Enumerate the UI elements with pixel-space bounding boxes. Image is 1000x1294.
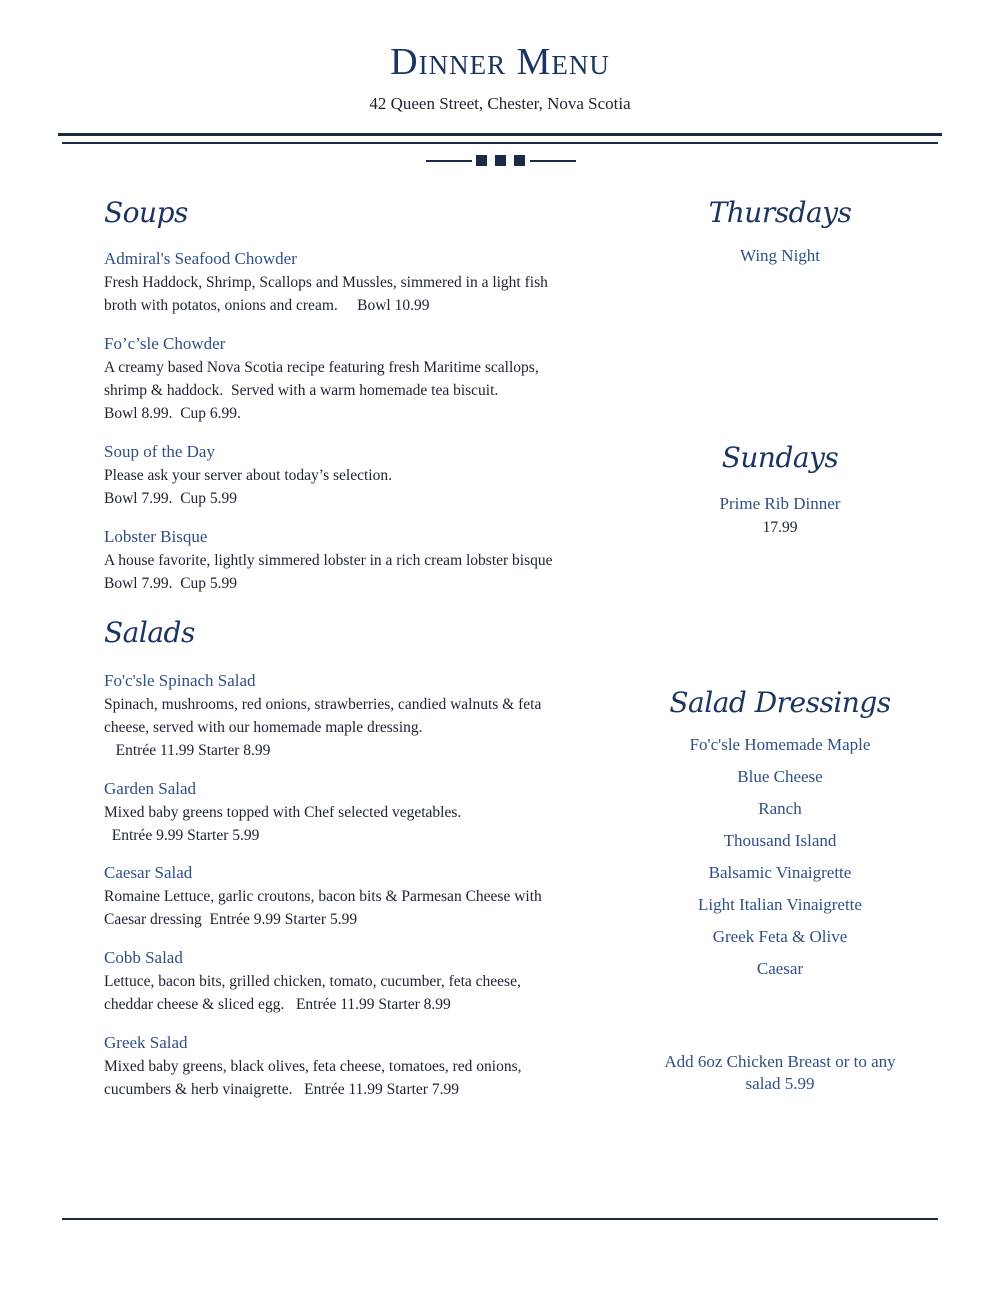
restaurant-address: 42 Queen Street, Chester, Nova Scotia xyxy=(369,94,631,113)
dressing-item: Blue Cheese xyxy=(737,767,823,786)
sundays-special: Prime Rib Dinner xyxy=(719,494,841,513)
item-name: Greek Salad xyxy=(104,1033,188,1052)
header-divider-thin xyxy=(62,142,938,144)
item-name: Soup of the Day xyxy=(104,442,215,461)
menu-item-greek-salad xyxy=(104,1031,584,1101)
item-description: Mixed baby greens topped with Chef selected vegetables. xyxy=(104,804,462,821)
item-description: A creamy based Nova Scotia recipe featuring fresh Maritime scallops, xyxy=(104,359,539,376)
dressing-item: Fo'c'sle Homemade Maple xyxy=(689,735,871,754)
item-description: Spinach, mushrooms, red onions, strawberries, candied walnuts & feta xyxy=(104,696,542,713)
chicken-addon-note xyxy=(620,1051,940,1095)
item-description: shrimp & haddock. Served with a warm homemade tea biscuit. xyxy=(104,382,499,399)
addon-price: salad 5.99 xyxy=(745,1074,815,1093)
item-description: Please ask your server about today’s selection. xyxy=(104,467,392,484)
sundays-heading: Sundays xyxy=(721,441,839,474)
soups-heading: Soups xyxy=(104,196,188,229)
salad-dressings-section xyxy=(620,686,940,985)
menu-item-caesar-salad xyxy=(104,861,584,931)
item-description: A house favorite, lightly simmered lobster in a rich cream lobster bisque xyxy=(104,552,553,569)
item-price: Bowl 7.99. Cup 5.99 xyxy=(104,490,238,507)
menu-item-cobb-salad xyxy=(104,946,584,1016)
item-name: Fo’c’sle Chowder xyxy=(104,334,226,353)
item-price: Bowl 7.99. Cup 5.99 xyxy=(104,575,238,592)
thursdays-heading: Thursdays xyxy=(708,196,852,229)
salad-dressings-heading: Salad Dressings xyxy=(669,686,891,719)
dressing-item: Thousand Island xyxy=(723,831,837,850)
page-title: Dinner Menu xyxy=(390,41,610,83)
item-price: Entrée 9.99 Starter 5.99 xyxy=(104,827,260,844)
item-description: Lettuce, bacon bits, grilled chicken, tomato, cucumber, feta cheese, xyxy=(104,973,521,990)
item-description: Romaine Lettuce, garlic croutons, bacon bits & Parmesan Cheese with xyxy=(104,888,542,905)
item-description: broth with potatos, onions and cream. Bowl 10.99 xyxy=(104,297,430,314)
menu-item-soup-of-the-day xyxy=(104,440,584,510)
footer-divider xyxy=(62,1218,938,1220)
item-description: cheese, served with our homemade maple dressing. xyxy=(104,719,423,736)
dressing-item: Ranch xyxy=(758,799,802,818)
item-name: Cobb Salad xyxy=(104,948,183,967)
menu-item-garden-salad xyxy=(104,777,584,847)
thursdays-special: Wing Night xyxy=(739,246,821,265)
menu-item-spinach-salad xyxy=(104,669,584,762)
item-description: Mixed baby greens, black olives, feta cheese, tomatoes, red onions, xyxy=(104,1058,522,1075)
header-divider-thick xyxy=(58,133,942,136)
item-name: Garden Salad xyxy=(104,779,197,798)
menu-item-lobster-bisque xyxy=(104,525,584,595)
item-price: Entrée 11.99 Starter 8.99 xyxy=(104,742,271,759)
item-description: cucumbers & herb vinaigrette. Entrée 11.99 Starter 7.99 xyxy=(104,1081,459,1098)
item-description: cheddar cheese & sliced egg. Entrée 11.99 Starter 8.99 xyxy=(104,996,451,1013)
dressing-item: Greek Feta & Olive xyxy=(712,927,848,946)
item-name: Fo'c'sle Spinach Salad xyxy=(104,671,256,690)
menu-item-admirals-chowder xyxy=(104,247,584,317)
item-description: Fresh Haddock, Shrimp, Scallops and Mussles, simmered in a light fish xyxy=(104,274,548,291)
dressing-item: Caesar xyxy=(756,959,804,978)
thursdays-section xyxy=(640,196,920,267)
dressing-item: Light Italian Vinaigrette xyxy=(698,895,862,914)
item-name: Admiral's Seafood Chowder xyxy=(104,249,297,268)
item-description: Caesar dressing Entrée 9.99 Starter 5.99 xyxy=(104,911,358,928)
item-name: Caesar Salad xyxy=(104,863,193,882)
addon-line: Add 6oz Chicken Breast or to any xyxy=(664,1052,896,1071)
dressing-item: Balsamic Vinaigrette xyxy=(708,863,852,882)
salads-heading: Salads xyxy=(104,616,195,649)
menu-item-focsle-chowder xyxy=(104,332,584,425)
sundays-price: 17.99 xyxy=(762,519,798,536)
sundays-section xyxy=(640,441,920,539)
item-name: Lobster Bisque xyxy=(104,527,208,546)
item-price: Bowl 8.99. Cup 6.99. xyxy=(104,405,241,422)
